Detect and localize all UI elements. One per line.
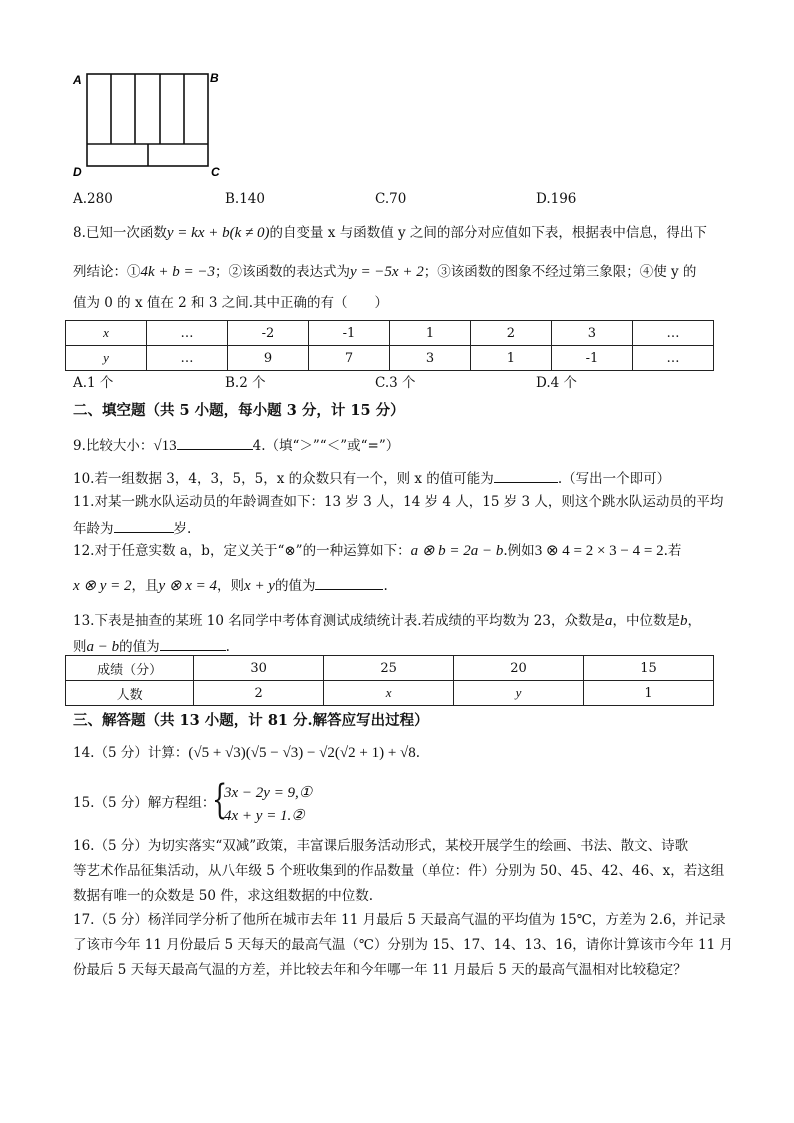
table-cell: 1: [470, 346, 551, 371]
table-cell: …: [632, 321, 713, 346]
q14-line: 14.（5 分）计算：(√5 + √3)(√5 − √3) − √2(√2 + 1) + √8.: [73, 745, 421, 761]
table-cell: 2: [194, 681, 324, 706]
q17-line1: 17.（5 分）杨洋同学分析了他所在城市去年 11 月最后 5 天最高气温的平均值为 15℃，方差为 2.6，并记录: [73, 912, 726, 928]
q8-value-table: [65, 320, 714, 371]
section3-heading: 三、解答题（共 13 小题，计 81 分.解答应写出过程）: [73, 712, 429, 729]
q8-line3: 值为 0 的 x 值在 2 和 3 之间.其中正确的有（ ）: [73, 295, 389, 311]
table-cell: 成绩（分）: [66, 656, 194, 681]
q15-equation-1: 3x − 2y = 9,①: [224, 785, 313, 801]
table-cell: -1: [551, 346, 632, 371]
q8-option-d: D.4 个: [536, 375, 578, 391]
q15-equation-2: 4x + y = 1.②: [224, 808, 305, 824]
q17-line2: 了该市今年 11 月份最后 5 天每天的最高气温（℃）分别为 15、17、14、13、16，请你计算该市今年 11 月: [73, 937, 733, 953]
corner-label-c: C: [211, 165, 220, 179]
corner-label-a: A: [73, 73, 82, 87]
table-cell: 3: [389, 346, 470, 371]
answer-blank: [177, 436, 253, 450]
q7-option-c: C.70: [375, 191, 407, 207]
section2-heading: 二、填空题（共 5 小题，每小题 3 分，计 15 分）: [73, 402, 405, 419]
q16-line1: 16.（5 分）为切实落实“双减”政策，丰富课后服务活动形式，某校开展学生的绘画、书法、散文、诗歌: [73, 838, 689, 854]
system-brace: {: [212, 777, 228, 823]
table-row: [66, 656, 714, 681]
q8-option-c: C.3 个: [375, 375, 416, 391]
q15-prefix: 15.（5 分）解方程组：: [73, 795, 216, 811]
q11-line1: 11.对某一跳水队运动员的年龄调查如下：13 岁 3 人，14 岁 4 人，15 岁 3 人，则这个跳水队运动员的平均: [73, 494, 724, 510]
table-cell: -1: [308, 321, 389, 346]
table-cell: …: [146, 346, 227, 371]
q8-option-b: B.2 个: [225, 375, 266, 391]
q8-line1: 8.已知一次函数y = kx + b(k ≠ 0)的自变量 x 与函数值 y 之间的部分对应值如下表，根据表中信息，得出下: [73, 225, 707, 241]
q7-option-b: B.140: [225, 191, 265, 207]
q7-option-d: D.196: [536, 191, 577, 207]
table-cell: 3: [551, 321, 632, 346]
table-cell: 7: [308, 346, 389, 371]
table-row: [66, 346, 714, 371]
q11-line2: 年龄为 岁.: [73, 521, 192, 537]
table-cell: …: [632, 346, 713, 371]
q12-line1: 12.对于任意实数 a，b，定义关于“⊗”的一种运算如下：a ⊗ b = 2a − b.例如3 ⊗ 4 = 2 × 3 − 4 = 2.若: [73, 543, 682, 559]
table-cell: -2: [227, 321, 308, 346]
table-cell: 1: [389, 321, 470, 346]
table-row: [66, 681, 714, 706]
q16-line3: 数据有唯一的众数是 50 件，求这组数据的中位数.: [73, 888, 374, 904]
q16-line2: 等艺术作品征集活动，从八年级 5 个班收集到的作品数量（单位：件）分别为 50、45、42、46、x，若这组: [73, 863, 725, 879]
table-cell: 1: [584, 681, 714, 706]
answer-blank: [315, 576, 383, 590]
q13-line2: 则a − b的值为 .: [73, 639, 230, 655]
q10-line: 10.若一组数据 3，4，3，5，5，x 的众数只有一个，则 x 的值可能为 .（写出一个即可）: [73, 471, 671, 487]
table-cell: x: [66, 321, 147, 346]
table-cell: 15: [584, 656, 714, 681]
answer-blank: [494, 469, 558, 483]
q9-line: 9.比较大小：√13 4.（填“＞”“＜”或“=”）: [73, 438, 400, 454]
rectangle-figure: [70, 68, 230, 180]
corner-label-b: B: [210, 71, 219, 85]
q17-line3: 份最后 5 天每天最高气温的方差，并比较去年和今年哪一年 11 月最后 5 天的最高气温相对比较稳定？: [73, 962, 687, 978]
q12-line2: x ⊗ y = 2，且y ⊗ x = 4，则x + y的值为 .: [73, 578, 388, 594]
q13-score-table: [65, 655, 714, 706]
table-cell: 25: [324, 656, 454, 681]
table-cell: y: [454, 681, 584, 706]
answer-blank: [160, 637, 226, 651]
table-cell: 人数: [66, 681, 194, 706]
table-cell: 30: [194, 656, 324, 681]
table-cell: 2: [470, 321, 551, 346]
table-row: [66, 321, 714, 346]
table-cell: …: [146, 321, 227, 346]
table-cell: 9: [227, 346, 308, 371]
q8-option-a: A.1 个: [73, 375, 114, 391]
table-cell: x: [324, 681, 454, 706]
q13-line1: 13.下表是抽查的某班 10 名同学中考体育测试成绩统计表.若成绩的平均数为 23，众数是a，中位数是b，: [73, 613, 701, 629]
table-cell: y: [66, 346, 147, 371]
answer-blank: [114, 519, 174, 533]
q8-line2: 列结论：①4k + b = −3；②该函数的表达式为y = −5x + 2；③该函数的图象不经过第三象限；④使 y 的: [73, 264, 697, 280]
corner-label-d: D: [73, 165, 82, 179]
table-cell: 20: [454, 656, 584, 681]
q7-option-a: A.280: [73, 191, 113, 207]
